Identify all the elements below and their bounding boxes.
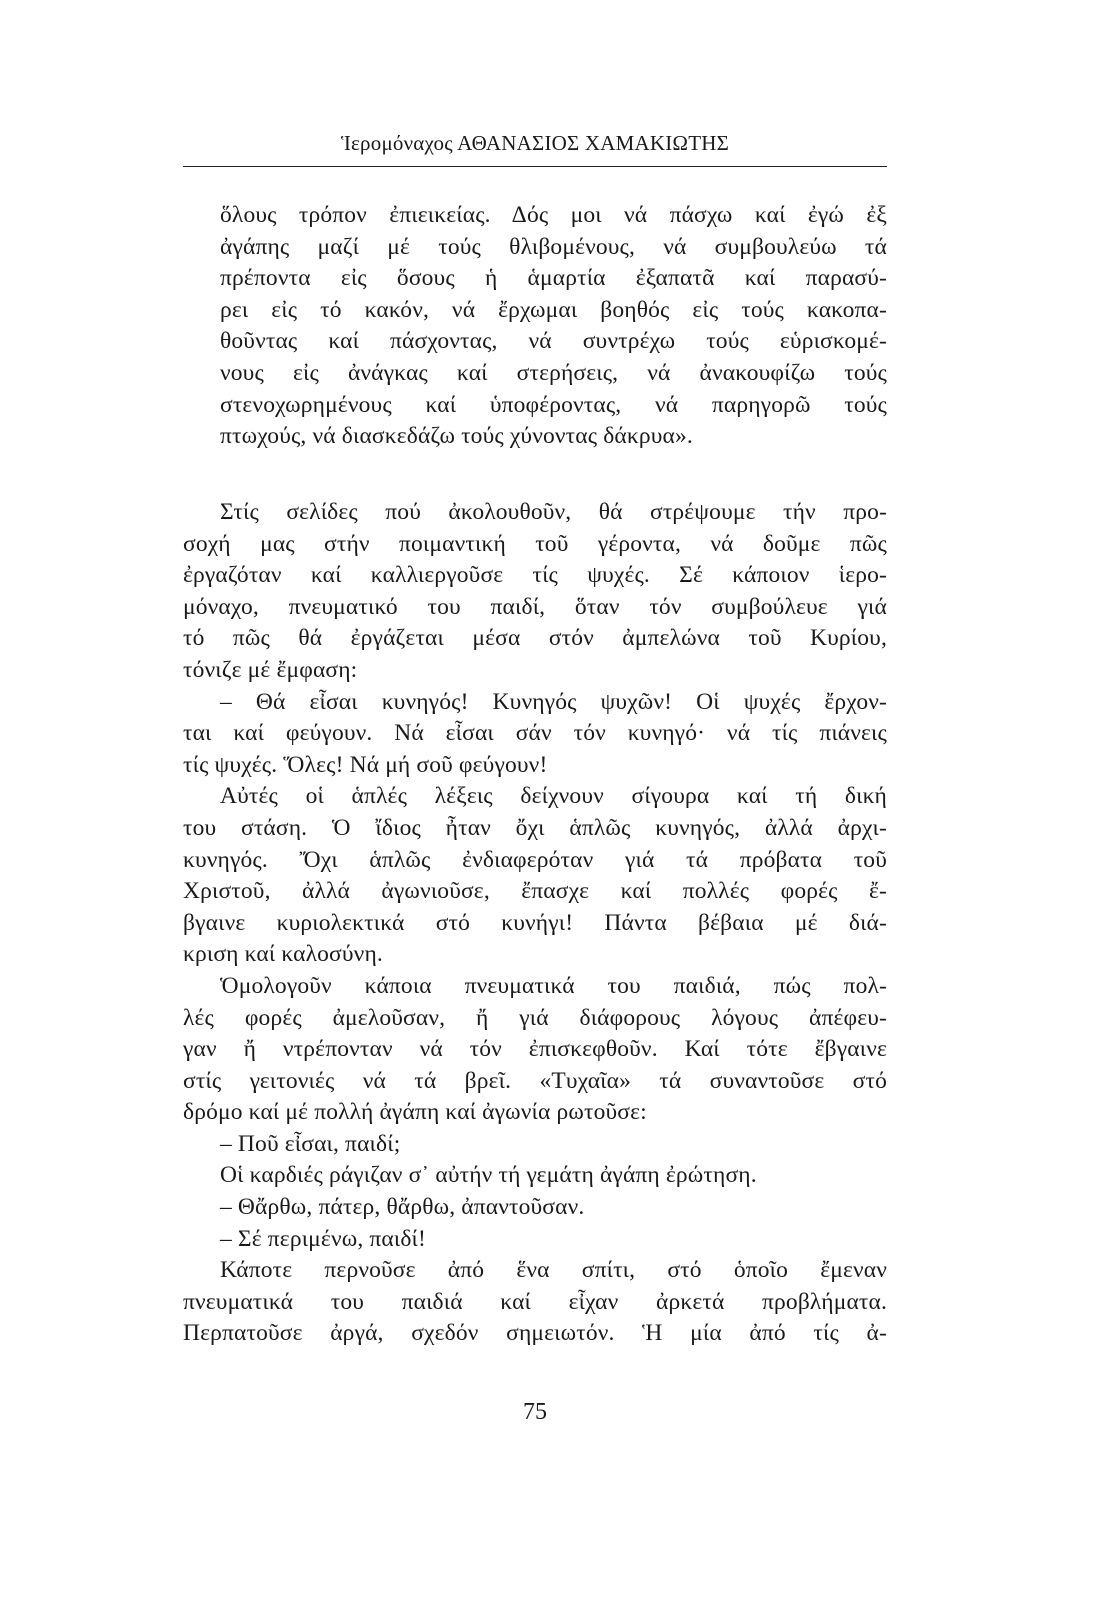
- page-number: 75: [523, 1399, 547, 1425]
- text-line: λές φορές ἀμελοῦσαν, ἤ γιά διάφορους λόγους ἀπέφευ-: [183, 1004, 887, 1031]
- running-header: Ἱερομόναχος ΑΘΑΝΑΣΙΟΣ ΧΑΜΑΚΙΩΤΗΣ: [340, 131, 730, 155]
- text-line: ρει εἰς τό κακόν, νά ἔρχωμαι βοηθός εἰς τούς κακοπα-: [220, 296, 887, 323]
- text-line: τίς ψυχές. Ὅλες! Νά μή σοῦ φεύγουν!: [183, 751, 548, 778]
- text-line: κριση καί καλοσύνη.: [183, 941, 383, 968]
- text-line: Περπατοῦσε ἀργά, σχεδόν σημειωτόν. Ἡ μία ἀπό τίς ἀ-: [183, 1320, 887, 1347]
- body-text: [183, 497, 887, 1350]
- quoted-passage: [220, 200, 887, 453]
- text-line: σοχή μας στήν ποιμαντική τοῦ γέροντα, νά δοῦμε πῶς: [183, 530, 887, 557]
- text-line: ἐργαζόταν καί καλλιεργοῦσε τίς ψυχές. Σέ κάποιον ἱερο-: [183, 562, 887, 589]
- text-line: θοῦντας καί πάσχοντας, νά συντρέχω τούς εὑρισκομέ-: [220, 328, 887, 355]
- text-line: πρέποντα εἰς ὅσους ἡ ἁμαρτία ἐξαπατᾶ καί παρασύ-: [220, 265, 887, 292]
- text-line: τό πῶς θά ἐργάζεται μέσα στόν ἀμπελώνα τοῦ Κυρίου,: [183, 625, 887, 652]
- text-line: – Θἄρθω, πάτερ, θἄρθω, ἀπαντοῦσαν.: [220, 1194, 585, 1221]
- text-line: πνευματικά του παιδιά καί εἶχαν ἀρκετά προβλήματα.: [183, 1288, 887, 1315]
- text-line: – Ποῦ εἶσαι, παιδί;: [220, 1130, 401, 1157]
- text-line: στίς γειτονιές νά τά βρεῖ. «Τυχαῖα» τά συναντοῦσε στό: [183, 1067, 887, 1094]
- text-line: Αὐτές οἱ ἁπλές λέξεις δείχνουν σίγουρα καί τή δική: [220, 783, 887, 810]
- text-line: ται καί φεύγουν. Νά εἶσαι σάν τόν κυνηγό· νά τίς πιάνεις: [183, 720, 887, 747]
- text-line: του στάση. Ὁ ἴδιος ἦταν ὄχι ἁπλῶς κυνηγός, ἀλλά ἀρχι-: [183, 814, 887, 841]
- text-line: δρόμο καί μέ πολλή ἀγάπη καί ἀγωνία ρωτοῦσε:: [183, 1099, 647, 1126]
- text-line: ἀγάπης μαζί μέ τούς θλιβομένους, νά συμβουλεύω τά: [220, 233, 887, 260]
- text-line: Οἱ καρδιές ράγιζαν σ᾽ αὐτήν τή γεμάτη ἀγάπη ἐρώτηση.: [220, 1162, 757, 1189]
- header-rule: [183, 166, 887, 167]
- text-line: Χριστοῦ, ἀλλά ἀγωνιοῦσε, ἔπασχε καί πολλές φορές ἔ-: [183, 878, 887, 905]
- text-line: Κάποτε περνοῦσε ἀπό ἕνα σπίτι, στό ὁποῖο ἔμεναν: [220, 1257, 887, 1284]
- text-line: νους εἰς ἀνάγκας καί στερήσεις, νά ἀνακουφίζω τούς: [220, 359, 887, 386]
- text-line: πτωχούς, νά διασκεδάζω τούς χύνοντας δάκρυα».: [220, 423, 693, 450]
- text-line: Ὁμολογοῦν κάποια πνευματικά του παιδιά, πώς πολ-: [220, 972, 887, 999]
- text-line: – Θά εἶσαι κυνηγός! Κυνηγός ψυχῶν! Οἱ ψυχές ἔρχον-: [220, 688, 887, 715]
- text-line: μόναχο, πνευματικό του παιδί, ὅταν τόν συμβούλευε γιά: [183, 593, 887, 620]
- text-line: κυνηγός. Ὄχι ἁπλῶς ἐνδιαφερόταν γιά τά πρόβατα τοῦ: [183, 846, 887, 873]
- text-line: στενοχωρημένους καί ὑποφέροντας, νά παρηγορῶ τούς: [220, 391, 887, 418]
- text-line: γαν ἤ ντρέπονταν νά τόν ἐπισκεφθοῦν. Καί τότε ἔβγαινε: [183, 1036, 887, 1063]
- text-line: ὅλους τρόπον ἐπιεικείας. Δός μοι νά πάσχω καί ἐγώ ἐξ: [220, 202, 887, 228]
- text-line: βγαινε κυριολεκτικά στό κυνήγι! Πάντα βέβαια μέ διά-: [183, 909, 887, 936]
- text-line: τόνιζε μέ ἔμφαση:: [183, 656, 358, 683]
- text-line: – Σέ περιμένω, παιδί!: [220, 1225, 427, 1252]
- text-line: Στίς σελίδες πού ἀκολουθοῦν, θά στρέψουμε τήν προ-: [220, 499, 887, 525]
